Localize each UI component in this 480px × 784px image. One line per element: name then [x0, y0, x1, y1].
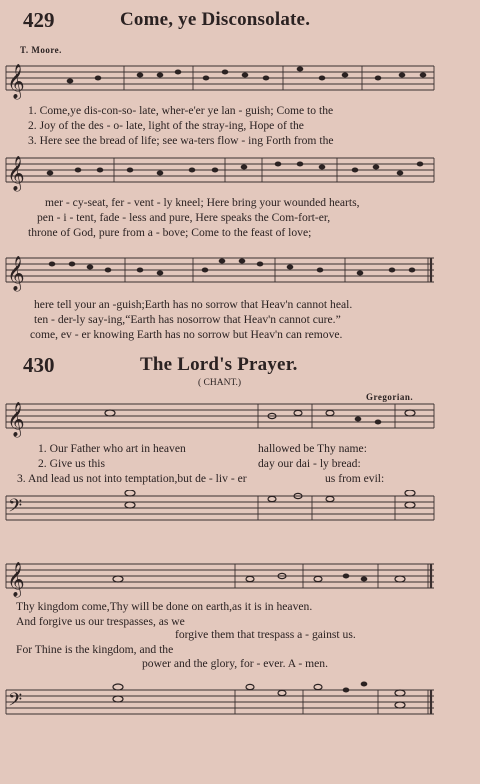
lyric-line: For Thine is the kingdom, and the: [16, 643, 174, 656]
hymn-subtitle: ( CHANT.): [198, 378, 242, 388]
music-staff-bass-1: [0, 490, 480, 530]
music-staff-treble-2: [0, 560, 480, 600]
hymn-number: 429: [23, 8, 55, 32]
svg-text:𝄢: 𝄢: [8, 496, 23, 521]
hymn-title: The Lord's Prayer.: [140, 354, 298, 375]
lyric-line: 2. Joy of the des - o- late, light of the stray-ing, Hope of the: [28, 119, 304, 132]
lyric-line: 3. And lead us not into temptation,but de - liv - er: [17, 472, 247, 485]
lyric-line: day our dai - ly bread:: [258, 457, 361, 470]
svg-text:𝄞: 𝄞: [7, 256, 25, 291]
lyric-line: 1. Come,ye dis-con-so- late, wher-e'er ye lan - guish; Come to the: [28, 104, 334, 117]
lyric-line: 2. Give us this: [38, 457, 105, 470]
lyric-line: mer - cy-seat, fer - vent - ly kneel; Here bring your wounded hearts,: [45, 196, 360, 209]
lyric-line: hallowed be Thy name:: [258, 442, 367, 455]
lyric-line: throne of God, pure from a - bove; Come to the feast of love;: [28, 226, 312, 239]
hymn-composer: T. Moore.: [20, 45, 62, 55]
lyric-line: come, ev - er knowing Earth has no sorrow but Heav'n can remove.: [30, 328, 343, 341]
hymn-composer: Gregorian.: [366, 392, 414, 402]
svg-text:𝄞: 𝄞: [7, 156, 25, 191]
music-staff-system-1: [0, 58, 480, 108]
music-staff-system-3: [0, 250, 480, 300]
hymn-number: 430: [23, 353, 55, 377]
svg-text:𝄞: 𝄞: [7, 64, 25, 99]
music-staff-bass-2: [0, 680, 480, 730]
lyric-line: 3. Here see the bread of life; see wa-ters flow - ing Forth from the: [28, 134, 334, 147]
svg-text:𝄢: 𝄢: [8, 690, 23, 715]
lyric-line: ten - der-ly say-ing,“Earth has nosorrow that Heav'n cannot cure.”: [34, 313, 341, 326]
music-staff-treble-1: [0, 400, 480, 440]
hymn-title: Come, ye Disconsolate.: [120, 9, 311, 30]
lyric-line: us from evil:: [325, 472, 385, 485]
lyric-line: here tell your an -guish;Earth has no sorrow that Heav'n cannot heal.: [34, 298, 353, 311]
lyric-line: power and the glory, for - ever. A - men.: [142, 657, 328, 670]
lyric-line: forgive them that trespass a - gainst us.: [175, 628, 356, 641]
lyric-line: Thy kingdom come,Thy will be done on earth,as it is in heaven.: [16, 600, 313, 613]
music-staff-system-2: [0, 152, 480, 202]
svg-text:𝄞: 𝄞: [7, 402, 25, 437]
lyric-line: 1. Our Father who art in heaven: [38, 442, 186, 455]
lyric-line: pen - i - tent, fade - less and pure, Here speaks the Com-fort-er,: [37, 211, 331, 224]
svg-text:𝄞: 𝄞: [7, 562, 25, 597]
lyric-line: And forgive us our trespasses, as we: [16, 615, 185, 628]
